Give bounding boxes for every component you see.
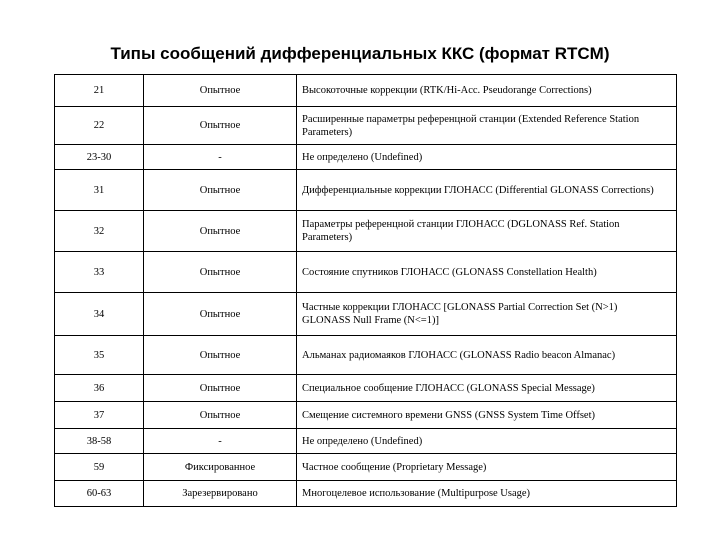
page-title: Типы сообщений дифференциальных ККС (формат RTCM) [110,44,610,63]
message-description-cell: Частные коррекции ГЛОНАСС [GLONASS Partial Correction Set (N>1) GLONASS Null Frame (N<=1)] [297,293,677,336]
message-status-cell: Опытное [144,336,297,375]
message-status-cell: Опытное [144,293,297,336]
table-row [55,429,677,454]
message-description-cell: Многоцелевое использование (Multipurpose Usage) [297,481,677,507]
message-status-cell: Опытное [144,402,297,429]
message-status-cell: - [144,145,297,170]
message-status-cell: - [144,429,297,454]
message-number-cell: 32 [55,211,144,252]
message-description-cell: Параметры референцной станции ГЛОНАСС (DGLONASS Ref. Station Parameters) [297,211,677,252]
message-description-cell: Высокоточные коррекции (RTK/Hi-Acc. Pseudorange Corrections) [297,75,677,107]
table-row [55,402,677,429]
message-description-cell: Специальное сообщение ГЛОНАСС (GLONASS Special Message) [297,375,677,402]
table-row [55,336,677,375]
message-number-cell: 36 [55,375,144,402]
message-description-cell: Расширенные параметры референцной станции (Extended Reference Station Parameters) [297,107,677,145]
message-number-cell: 34 [55,293,144,336]
message-description-cell: Состояние спутников ГЛОНАСС (GLONASS Constellation Health) [297,252,677,293]
table-row [55,145,677,170]
table-row [55,252,677,293]
table-row [55,454,677,481]
message-number-cell: 37 [55,402,144,429]
message-number-cell: 23-30 [55,145,144,170]
message-status-cell: Опытное [144,252,297,293]
message-number-cell: 59 [55,454,144,481]
message-status-cell: Фиксированное [144,454,297,481]
table-row [55,107,677,145]
message-description-cell: Не определено (Undefined) [297,429,677,454]
message-number-cell: 35 [55,336,144,375]
message-description-cell: Не определено (Undefined) [297,145,677,170]
message-status-cell: Опытное [144,170,297,211]
message-number-cell: 33 [55,252,144,293]
message-status-cell: Опытное [144,211,297,252]
table-row [55,481,677,507]
table-row [55,170,677,211]
table-row [55,75,677,107]
table-row [55,375,677,402]
message-description-cell: Частное сообщение (Proprietary Message) [297,454,677,481]
message-description-cell: Дифференциальные коррекции ГЛОНАСС (Differential GLONASS Corrections) [297,170,677,211]
rtcm-message-types-table [54,74,677,507]
message-number-cell: 60-63 [55,481,144,507]
table-row [55,293,677,336]
message-status-cell: Зарезервировано [144,481,297,507]
message-number-cell: 21 [55,75,144,107]
message-status-cell: Опытное [144,375,297,402]
message-number-cell: 38-58 [55,429,144,454]
message-status-cell: Опытное [144,107,297,145]
message-description-cell: Смещение системного времени GNSS (GNSS System Time Offset) [297,402,677,429]
message-number-cell: 31 [55,170,144,211]
message-number-cell: 22 [55,107,144,145]
table-row [55,211,677,252]
message-description-cell: Альманах радиомаяков ГЛОНАСС (GLONASS Radio beacon Almanac) [297,336,677,375]
message-status-cell: Опытное [144,75,297,107]
